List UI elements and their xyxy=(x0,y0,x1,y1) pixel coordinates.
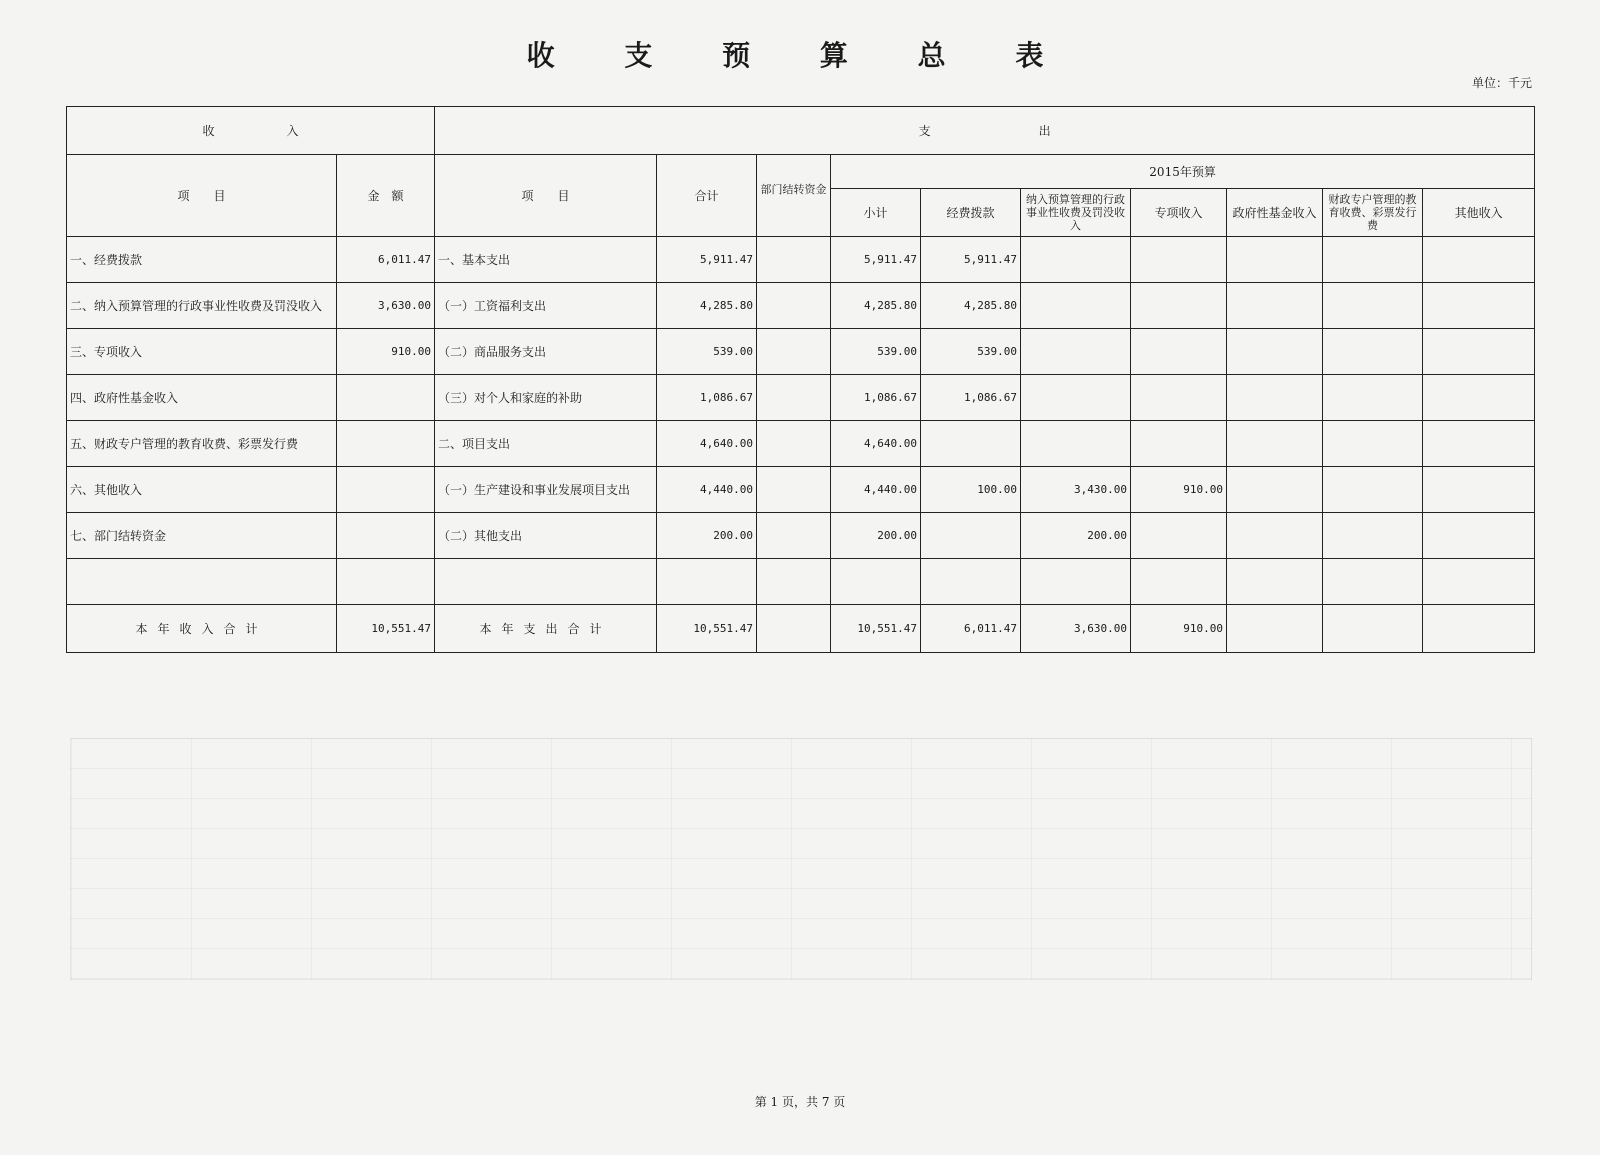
other-income-cell xyxy=(1423,375,1535,421)
total-cell: 4,285.80 xyxy=(657,283,757,329)
edu-lottery-header: 财政专户管理的教育收费、彩票发行费 xyxy=(1323,189,1423,237)
fees-income-header: 纳入预算管理的行政事业性收费及罚没收入 xyxy=(1021,189,1131,237)
total-cell: 4,440.00 xyxy=(657,467,757,513)
appropriation-cell xyxy=(921,559,1021,605)
budget-year-header: 2015年预算 xyxy=(831,155,1535,189)
expense-total-label: 本年支出合计 xyxy=(435,605,657,653)
header-row-2 xyxy=(67,155,1535,189)
other-income-cell xyxy=(1423,513,1535,559)
total-cell: 4,640.00 xyxy=(657,421,757,467)
dept-carryover-total xyxy=(757,605,831,653)
edu-lottery-cell xyxy=(1323,421,1423,467)
income-amount-cell xyxy=(337,513,435,559)
expense-item-cell: 一、基本支出 xyxy=(435,237,657,283)
special-income-header: 专项收入 xyxy=(1131,189,1227,237)
special-income-cell xyxy=(1131,559,1227,605)
subtotal-header: 小计 xyxy=(831,189,921,237)
edu-lottery-cell xyxy=(1323,559,1423,605)
other-income-cell xyxy=(1423,283,1535,329)
special-income-cell xyxy=(1131,283,1227,329)
subtotal-cell xyxy=(831,559,921,605)
table-row xyxy=(67,237,1535,283)
gov-fund-cell xyxy=(1227,559,1323,605)
edu-lottery-cell xyxy=(1323,283,1423,329)
fees-income-cell: 3,430.00 xyxy=(1021,467,1131,513)
gov-fund-cell xyxy=(1227,237,1323,283)
expense-item-cell: 二、项目支出 xyxy=(435,421,657,467)
table-row xyxy=(67,283,1535,329)
subtotal-cell: 539.00 xyxy=(831,329,921,375)
gov-fund-cell xyxy=(1227,421,1323,467)
total-header: 合计 xyxy=(657,155,757,237)
dept-carryover-cell xyxy=(757,329,831,375)
expense-total: 10,551.47 xyxy=(657,605,757,653)
appropriation-cell: 5,911.47 xyxy=(921,237,1021,283)
total-cell xyxy=(657,559,757,605)
income-total-label: 本年收入合计 xyxy=(67,605,337,653)
dept-carryover-cell xyxy=(757,513,831,559)
special-income-cell xyxy=(1131,421,1227,467)
subtotal-cell: 5,911.47 xyxy=(831,237,921,283)
unit-label: 单位：千元 xyxy=(1471,76,1532,90)
fees-income-total: 3,630.00 xyxy=(1021,605,1131,653)
appropriation-cell: 1,086.67 xyxy=(921,375,1021,421)
gov-fund-cell xyxy=(1227,283,1323,329)
income-item-cell: 二、纳入预算管理的行政事业性收费及罚没收入 xyxy=(67,283,337,329)
edu-lottery-cell xyxy=(1323,513,1423,559)
subtotal-cell: 4,640.00 xyxy=(831,421,921,467)
other-income-cell xyxy=(1423,237,1535,283)
gov-fund-cell xyxy=(1227,513,1323,559)
edu-lottery-cell xyxy=(1323,329,1423,375)
edu-lottery-total xyxy=(1323,605,1423,653)
appropriation-cell: 539.00 xyxy=(921,329,1021,375)
appropriation-cell xyxy=(921,421,1021,467)
expense-item-cell xyxy=(435,559,657,605)
dept-carryover-cell xyxy=(757,421,831,467)
income-item-cell: 一、经费拨款 xyxy=(67,237,337,283)
fees-income-cell xyxy=(1021,283,1131,329)
special-income-cell xyxy=(1131,513,1227,559)
subtotal-total: 10,551.47 xyxy=(831,605,921,653)
table-row xyxy=(67,375,1535,421)
income-amount-cell: 3,630.00 xyxy=(337,283,435,329)
other-income-header: 其他收入 xyxy=(1423,189,1535,237)
total-cell: 200.00 xyxy=(657,513,757,559)
other-income-cell xyxy=(1423,467,1535,513)
total-cell: 5,911.47 xyxy=(657,237,757,283)
other-income-cell xyxy=(1423,329,1535,375)
subtotal-cell: 4,440.00 xyxy=(831,467,921,513)
subtotal-cell: 1,086.67 xyxy=(831,375,921,421)
appropriation-cell: 100.00 xyxy=(921,467,1021,513)
gov-fund-total xyxy=(1227,605,1323,653)
expense-header: 支 出 xyxy=(435,107,1535,155)
dept-carryover-header: 部门结转资金 xyxy=(757,155,831,237)
income-amount-cell xyxy=(337,421,435,467)
page-number: 第 1 页，共 7 页 xyxy=(754,1095,846,1109)
expense-item-cell: （二）商品服务支出 xyxy=(435,329,657,375)
expense-item-cell: （二）其他支出 xyxy=(435,513,657,559)
gov-fund-cell xyxy=(1227,375,1323,421)
income-item-cell: 七、部门结转资金 xyxy=(67,513,337,559)
special-income-cell xyxy=(1131,329,1227,375)
header-row-1 xyxy=(67,107,1535,155)
table-row xyxy=(67,329,1535,375)
total-cell: 539.00 xyxy=(657,329,757,375)
income-item-header: 项 目 xyxy=(67,155,337,237)
dept-carryover-cell xyxy=(757,375,831,421)
fees-income-cell xyxy=(1021,375,1131,421)
dept-carryover-cell xyxy=(757,559,831,605)
table-body xyxy=(67,237,1535,605)
fees-income-cell xyxy=(1021,421,1131,467)
dept-carryover-cell xyxy=(757,283,831,329)
subtotal-cell: 4,285.80 xyxy=(831,283,921,329)
special-income-cell xyxy=(1131,375,1227,421)
total-cell: 1,086.67 xyxy=(657,375,757,421)
income-item-cell: 六、其他收入 xyxy=(67,467,337,513)
appropriation-cell: 4,285.80 xyxy=(921,283,1021,329)
edu-lottery-cell xyxy=(1323,375,1423,421)
special-income-cell xyxy=(1131,237,1227,283)
other-income-cell xyxy=(1423,559,1535,605)
gov-fund-cell xyxy=(1227,329,1323,375)
income-item-cell xyxy=(67,559,337,605)
income-amount-cell: 910.00 xyxy=(337,329,435,375)
income-amount-cell xyxy=(337,559,435,605)
income-amount-header: 金 额 xyxy=(337,155,435,237)
table-row xyxy=(67,421,1535,467)
page-title: 收 支 预 算 总 表 xyxy=(526,39,1074,72)
edu-lottery-cell xyxy=(1323,467,1423,513)
edu-lottery-cell xyxy=(1323,237,1423,283)
subtotal-cell: 200.00 xyxy=(831,513,921,559)
dept-carryover-cell xyxy=(757,237,831,283)
income-amount-cell: 6,011.47 xyxy=(337,237,435,283)
other-income-cell xyxy=(1423,421,1535,467)
income-amount-cell xyxy=(337,375,435,421)
income-header: 收 入 xyxy=(67,107,435,155)
appropriation-total: 6,011.47 xyxy=(921,605,1021,653)
fees-income-cell xyxy=(1021,329,1131,375)
appropriation-header: 经费拨款 xyxy=(921,189,1021,237)
income-total-amount: 10,551.47 xyxy=(337,605,435,653)
expense-item-cell: （三）对个人和家庭的补助 xyxy=(435,375,657,421)
income-item-cell: 四、政府性基金收入 xyxy=(67,375,337,421)
expense-item-header: 项 目 xyxy=(435,155,657,237)
special-income-total: 910.00 xyxy=(1131,605,1227,653)
dept-carryover-cell xyxy=(757,467,831,513)
other-income-total xyxy=(1423,605,1535,653)
income-amount-cell xyxy=(337,467,435,513)
budget-table xyxy=(66,106,1535,653)
table-row xyxy=(67,513,1535,559)
fees-income-cell xyxy=(1021,237,1131,283)
table-row xyxy=(67,467,1535,513)
income-item-cell: 三、专项收入 xyxy=(67,329,337,375)
bleed-through-ghost xyxy=(70,738,1532,980)
gov-fund-header: 政府性基金收入 xyxy=(1227,189,1323,237)
gov-fund-cell xyxy=(1227,467,1323,513)
appropriation-cell xyxy=(921,513,1021,559)
table-row xyxy=(67,559,1535,605)
expense-item-cell: （一）生产建设和事业发展项目支出 xyxy=(435,467,657,513)
expense-item-cell: （一）工资福利支出 xyxy=(435,283,657,329)
totals-row xyxy=(67,605,1535,653)
special-income-cell: 910.00 xyxy=(1131,467,1227,513)
fees-income-cell: 200.00 xyxy=(1021,513,1131,559)
fees-income-cell xyxy=(1021,559,1131,605)
income-item-cell: 五、财政专户管理的教育收费、彩票发行费 xyxy=(67,421,337,467)
